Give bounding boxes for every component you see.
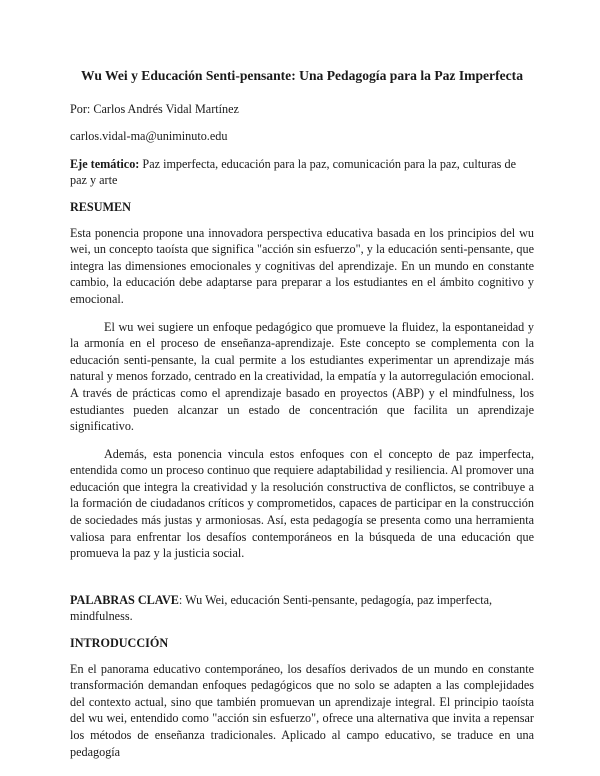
abstract-heading: RESUMEN xyxy=(70,199,131,214)
introduction-paragraph: En el panorama educativo contemporáneo, los desafíos derivados de un mundo en constante transformación demandan enfoques pedagógicos que no solo se adapten a las complejidades del contexto actual, sino que también promuevan un aprendizaje integral. El principio taoísta del wu wei, entendido como "acción sin esfuerzo", ofrece una alternativa que invita a repensar los métodos de enseñanza tradicionales. Aplicado al campo educativo, se traduce en una pedagogía xyxy=(70,661,534,759)
paper-title: Wu Wei y Educación Senti-pensante: Una Pedagogía para la Paz Imperfecta xyxy=(80,68,524,83)
author-line: Por: Carlos Andrés Vidal Martínez xyxy=(70,101,239,116)
document-page xyxy=(70,68,534,760)
thematic-axis xyxy=(70,156,534,189)
abstract-paragraph: Además, esta ponencia vincula estos enfoques con el concepto de paz imperfecta, entendida como un proceso continuo que requiere adaptabilidad y resiliencia. Al promover una educación que integra la creatividad y la resolución constructiva de conflictos, se contribuye a la formación de ciudadanos críticos y comprometidos, capaces de participar en la construcción de sociedades más justas y armoniosas. Así, esta pedagogía se presenta como una herramienta valiosa para enfrentar los desafíos contemporáneos en la búsqueda de una educación que promueva la paz y la justicia social. xyxy=(70,446,534,561)
introduction-section xyxy=(70,661,534,761)
abstract-paragraph: El wu wei sugiere un enfoque pedagógico que promueve la fluidez, la espontaneidad y la armonía en el proceso de enseñanza-aprendizaje. Este concepto se complementa con la educación senti-pensante, la cual permite a los estudiantes experimentar un aprendizaje más natural y menos forzado, centrado en la creatividad, la empatía y la autorregulación emocional. A través de prácticas como el aprendizaje basado en proyectos (ABP) y el mindfulness, los estudiantes pueden alcanzar un estado de concentración que facilita un aprendizaje significativo. xyxy=(70,319,534,434)
author-email: carlos.vidal-ma@uniminuto.edu xyxy=(70,129,228,144)
keywords xyxy=(70,592,534,625)
introduction-heading: INTRODUCCIÓN xyxy=(70,636,169,651)
thematic-axis-label: Eje temático: xyxy=(70,156,140,171)
keywords-text: : Wu Wei, educación Senti-pensante, pedagogía, paz imperfecta, mindfulness. xyxy=(70,592,493,624)
keywords-label: PALABRAS CLAVE xyxy=(70,592,179,607)
abstract-paragraph: Esta ponencia propone una innovadora perspectiva educativa basada en los principios del wu wei, un concepto taoísta que significa "acción sin esfuerzo", y la educación senti-pensante, que integra las dimensiones emocionales y cognitivas del aprendizaje. En un mundo en constante cambio, la educación debe adaptarse para preparar a los estudiantes en el ámbito cognitivo y emocional. xyxy=(70,225,534,306)
abstract-section xyxy=(70,225,534,562)
thematic-axis-text: Paz imperfecta, educación para la paz, comunicación para la paz, culturas de paz y arte xyxy=(70,156,516,188)
